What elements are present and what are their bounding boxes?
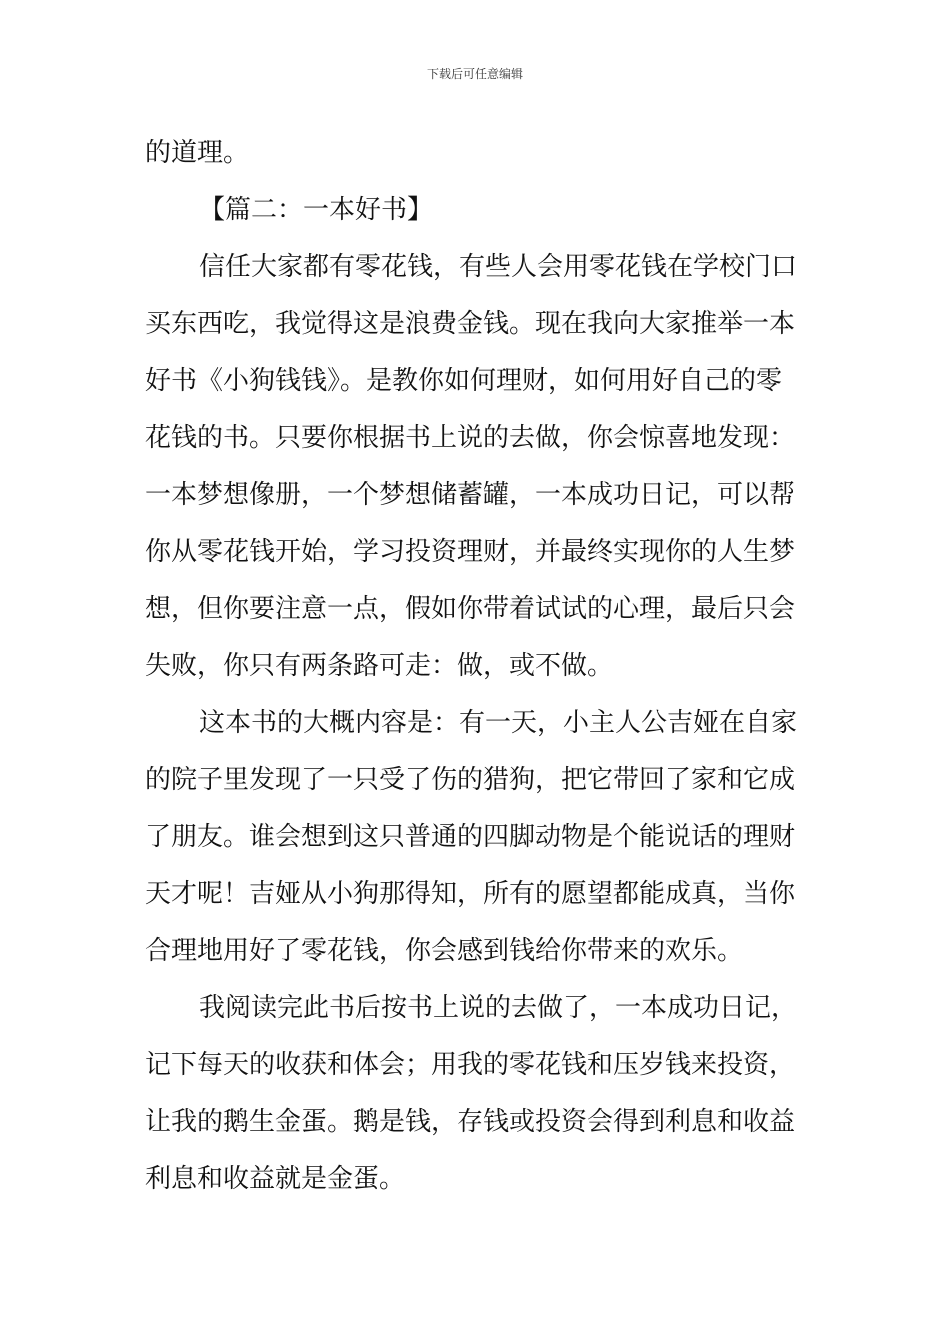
- text-line: 合理地用好了零花钱，你会感到钱给你带来的欢乐。: [145, 936, 744, 966]
- text-line: 买东西吃，我觉得这是浪费金钱。现在我向大家推举一本: [145, 309, 796, 339]
- text-line: 好书《小狗钱钱》。是教你如何理财，如何用好自己的零: [145, 366, 783, 396]
- text-line: 的院子里发现了一只受了伤的猎狗，把它带回了家和它成: [145, 765, 796, 795]
- text-line: 记下每天的收获和体会；用我的零花钱和压岁钱来投资，: [145, 1050, 796, 1080]
- text-line: 【篇二：一本好书】: [199, 195, 434, 225]
- page-header: 下载后可任意编辑: [426, 67, 523, 81]
- text-line: 失败，你只有两条路可走：做，或不做。: [145, 651, 614, 681]
- document-body: [145, 125, 810, 1208]
- text-line: 信任大家都有零花钱，有些人会用零花钱在学校门口: [199, 252, 798, 282]
- text-line: 我阅读完此书后按书上说的去做了，一本成功日记，: [199, 993, 798, 1023]
- text-line: 天才呢！吉娅从小狗那得知，所有的愿望都能成真，当你: [145, 879, 796, 909]
- text-line: 一本梦想像册，一个梦想储蓄罐，一本成功日记，可以帮: [145, 480, 796, 510]
- text-line: 了朋友。谁会想到这只普通的四脚动物是个能说话的理财: [145, 822, 796, 852]
- text-line: 的道理。: [145, 138, 250, 168]
- text-line: 你从零花钱开始，学习投资理财，并最终实现你的人生梦: [145, 537, 796, 567]
- text-line: 让我的鹅生金蛋。鹅是钱，存钱或投资会得到利息和收益: [145, 1107, 796, 1137]
- text-line: 想，但你要注意一点，假如你带着试试的心理，最后只会: [145, 594, 796, 624]
- text-line: 花钱的书。只要你根据书上说的去做，你会惊喜地发现：: [145, 423, 796, 453]
- text-line: 这本书的大概内容是：有一天，小主人公吉娅在自家: [199, 708, 798, 738]
- text-line: 利息和收益就是金蛋。: [145, 1164, 406, 1194]
